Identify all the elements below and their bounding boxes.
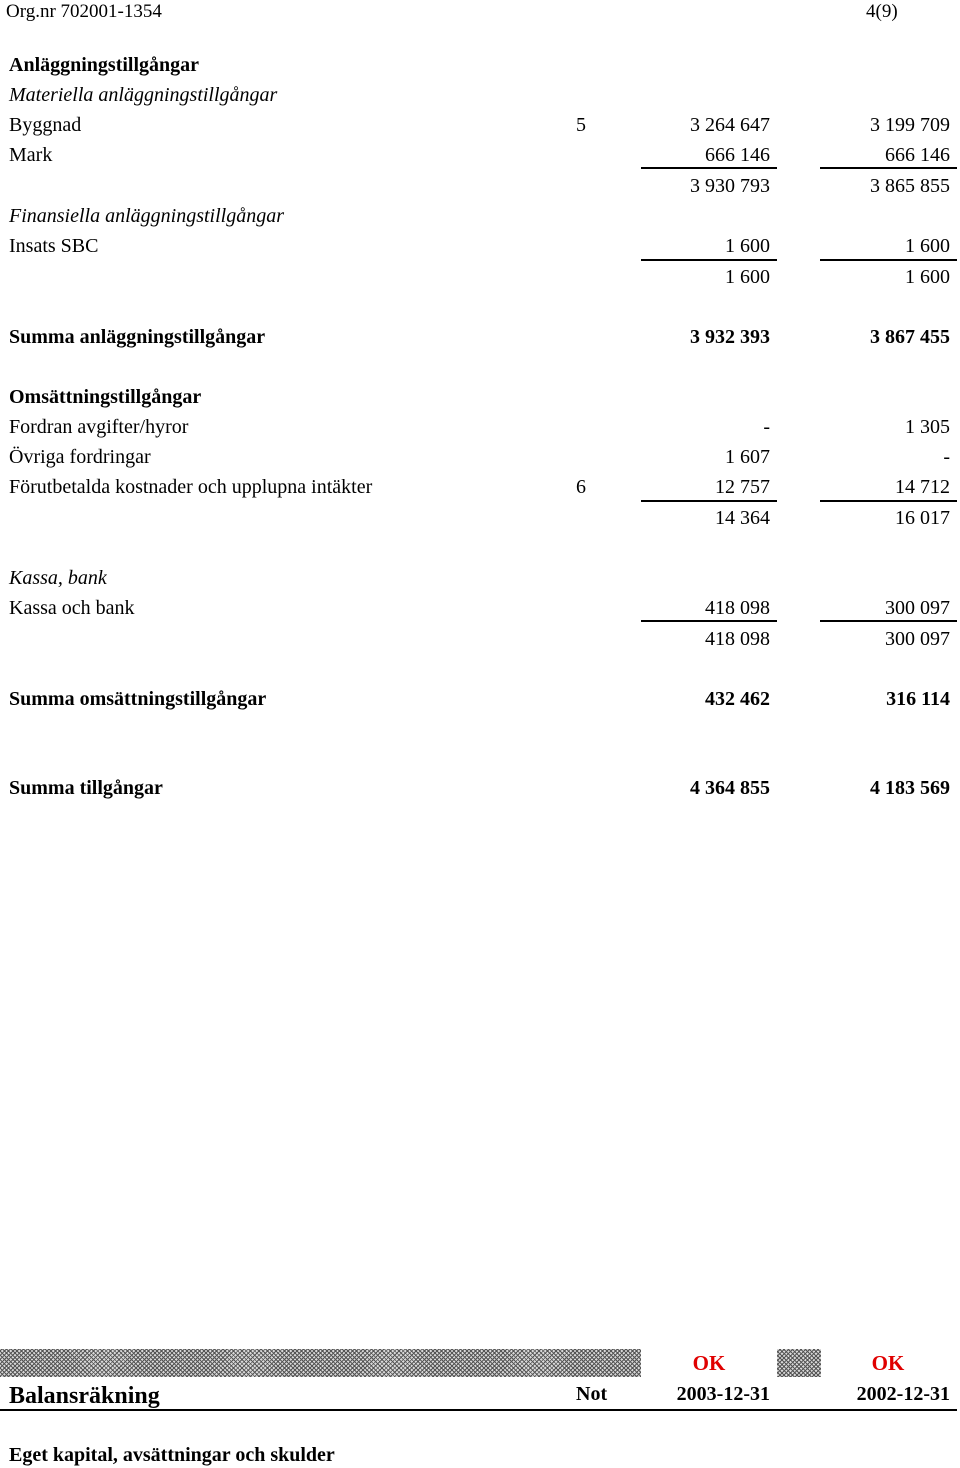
ok-indicator-2003: OK bbox=[692, 1351, 726, 1375]
cash-heading: Kassa, bank bbox=[9, 567, 107, 589]
note-column-header: Not bbox=[576, 1383, 608, 1405]
receivables-sum-2002: 16 017 bbox=[895, 507, 950, 529]
subtotal-rule bbox=[641, 259, 777, 261]
subtotal-rule bbox=[820, 620, 957, 622]
forutbetalda-2003: 12 757 bbox=[715, 476, 770, 498]
forutbetalda-note[interactable]: 6 bbox=[576, 476, 586, 498]
fixed-total-2003: 3 932 393 bbox=[690, 326, 770, 348]
insats-2003: 1 600 bbox=[725, 235, 770, 257]
mark-2003: 666 146 bbox=[705, 144, 770, 166]
receivables-sum-2003: 14 364 bbox=[715, 507, 770, 529]
fixed-assets-heading: Anläggningstillgångar bbox=[9, 54, 200, 76]
date-2003-header: 2003-12-31 bbox=[676, 1383, 770, 1405]
current-total-label: Summa omsättningstillgångar bbox=[9, 688, 267, 710]
forutbetalda-label: Förutbetalda kostnader och upplupna intäkter bbox=[9, 476, 373, 498]
subtotal-rule bbox=[820, 259, 957, 261]
equity-heading: Eget kapital, avsättningar och skulder bbox=[9, 1444, 335, 1466]
current-assets-heading: Omsättningstillgångar bbox=[9, 386, 202, 408]
tangible-assets-heading: Materiella anläggningstillgångar bbox=[9, 84, 278, 106]
subtotal-rule bbox=[820, 500, 957, 502]
cash-sum-2002: 300 097 bbox=[885, 628, 950, 650]
assets-total-2002: 4 183 569 bbox=[870, 777, 950, 799]
ovriga-2003: 1 607 bbox=[725, 446, 770, 468]
hatched-band bbox=[777, 1349, 821, 1377]
current-total-2002: 316 114 bbox=[886, 688, 950, 710]
byggnad-2002: 3 199 709 bbox=[870, 114, 950, 136]
financial-sum-2003: 1 600 bbox=[725, 266, 770, 288]
assets-total-label: Summa tillgångar bbox=[9, 777, 163, 799]
balance-sheet-title: Balansräkning bbox=[9, 1383, 160, 1409]
tangible-sum-2002: 3 865 855 bbox=[870, 175, 950, 197]
tangible-sum-2003: 3 930 793 bbox=[690, 175, 770, 197]
date-2002-header: 2002-12-31 bbox=[856, 1383, 950, 1405]
byggnad-2003: 3 264 647 bbox=[690, 114, 770, 136]
ovriga-2002: - bbox=[943, 446, 950, 468]
financial-sum-2002: 1 600 bbox=[905, 266, 950, 288]
kassa-label: Kassa och bank bbox=[9, 597, 135, 619]
insats-label: Insats SBC bbox=[9, 235, 99, 257]
fixed-total-2002: 3 867 455 bbox=[870, 326, 950, 348]
header-rule bbox=[0, 1409, 957, 1411]
mark-label: Mark bbox=[9, 144, 53, 166]
kassa-2002: 300 097 bbox=[885, 597, 950, 619]
cash-sum-2003: 418 098 bbox=[705, 628, 770, 650]
subtotal-rule bbox=[641, 500, 777, 502]
subtotal-rule bbox=[641, 167, 777, 169]
ovriga-label: Övriga fordringar bbox=[9, 446, 151, 468]
subtotal-rule bbox=[820, 167, 957, 169]
current-total-2003: 432 462 bbox=[705, 688, 770, 710]
insats-2002: 1 600 bbox=[905, 235, 950, 257]
fordran-2002: 1 305 bbox=[905, 416, 950, 438]
hatched-band bbox=[0, 1349, 641, 1377]
mark-2002: 666 146 bbox=[885, 144, 950, 166]
fordran-label: Fordran avgifter/hyror bbox=[9, 416, 189, 438]
fordran-2003: - bbox=[763, 416, 770, 438]
kassa-2003: 418 098 bbox=[705, 597, 770, 619]
assets-total-2003: 4 364 855 bbox=[690, 777, 770, 799]
forutbetalda-2002: 14 712 bbox=[895, 476, 950, 498]
ok-indicator-2002: OK bbox=[871, 1351, 905, 1375]
fixed-total-label: Summa anläggningstillgångar bbox=[9, 326, 266, 348]
financial-assets-heading: Finansiella anläggningstillgångar bbox=[9, 205, 285, 227]
byggnad-note[interactable]: 5 bbox=[576, 114, 586, 136]
byggnad-label: Byggnad bbox=[9, 114, 82, 136]
org-number: Org.nr 702001-1354 bbox=[6, 1, 162, 22]
subtotal-rule bbox=[641, 620, 777, 622]
page-number: 4(9) bbox=[866, 1, 898, 22]
